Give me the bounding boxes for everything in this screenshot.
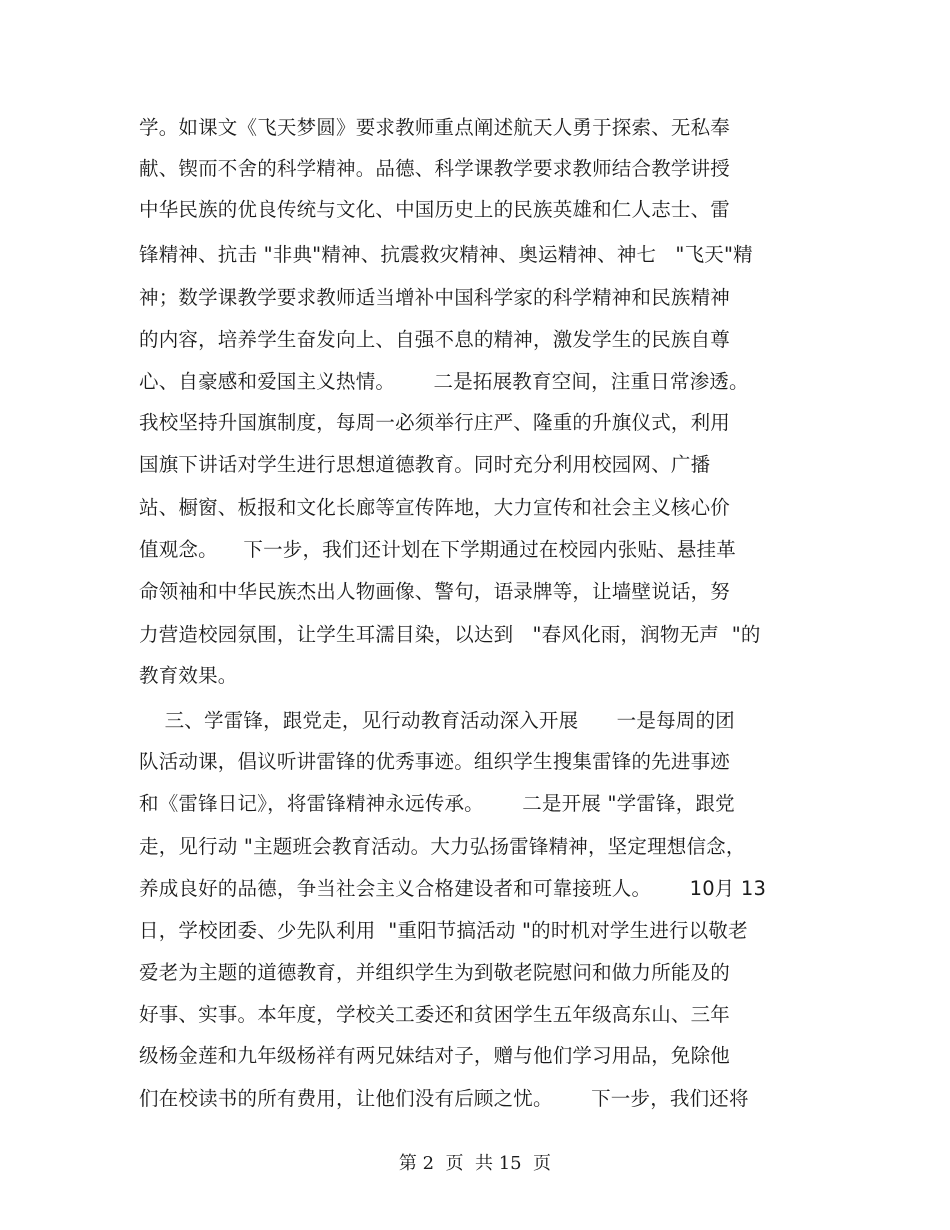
text-line: 命领袖和中华民族杰出人物画像、警句，语录牌等，让墙壁说话，努 — [139, 580, 731, 603]
text-line: 站、橱窗、板报和文化长廊等宣传阵地，大力宣传和社会主义核心价 — [139, 496, 731, 519]
text-line: 中华民族的优良传统与文化、中国历史上的民族英雄和仁人志士、雷 — [139, 198, 731, 221]
section-heading-line: 三、学雷锋，跟党走，见行动教育活动深入开展 一是每周的团 — [139, 709, 735, 732]
text-line: 力营造校园氛围，让学生耳濡目染，以达到 "春风化雨，润物无声 "的 — [139, 623, 761, 646]
text-line: 日，学校团委、少先队利用 "重阳节搞活动 "的时机对学生进行以敬老 — [139, 919, 748, 942]
text-line: 我校坚持升国旗制度，每周一必须举行庄严、隆重的升旗仪式，利用 — [139, 411, 731, 434]
text-line: 和《雷锋日记》，将雷锋精神永远传承。 二是开展 "学雷锋，跟党 — [139, 792, 735, 815]
text-line: 献、锲而不舍的科学精神。品德、科学课教学要求教师结合教学讲授 — [139, 157, 731, 180]
text-line: 值观念。 下一步，我们还计划在下学期通过在校园内张贴、悬挂革 — [139, 538, 736, 561]
text-line: 锋精神、抗击 "非典"精神、抗震救灾精神、奥运精神、神七 "飞天"精 — [139, 243, 753, 266]
text-line: 走，见行动 "主题班会教育活动。大力弘扬雷锋精神，坚定理想信念， — [139, 835, 746, 858]
text-line: 级杨金莲和九年级杨祥有两兄妹结对子，赠与他们学习用品，免除他 — [139, 1044, 731, 1067]
text-line: 爱老为主题的道德教育，并组织学生为到敬老院慰问和做力所能及的 — [139, 961, 731, 984]
text-line: 教育效果。 — [139, 664, 238, 687]
text-line: 国旗下讲话对学生进行思想道德教育。同时充分利用校园网、广播 — [139, 453, 711, 476]
text-line: 养成良好的品德，争当社会主义合格建设者和可靠接班人。 10月 13 — [139, 877, 767, 900]
text-line: 们在校读书的所有费用，让他们没有后顾之忧。 下一步，我们还将 — [139, 1087, 749, 1110]
text-line: 神；数学课教学要求教师适当增补中国科学家的科学精神和民族精神 — [139, 286, 731, 309]
text-line: 的内容，培养学生奋发向上、自强不息的精神，激发学生的民族自尊 — [139, 328, 731, 351]
text-line: 学。如课文《飞天梦圆》要求教师重点阐述航天人勇于探索、无私奉 — [139, 116, 731, 139]
text-line: 心、自豪感和爱国主义热情。 二是拓展教育空间，注重日常渗透。 — [139, 370, 749, 393]
text-line: 好事、实事。本年度，学校关工委还和贫困学生五年级高东山、三年 — [139, 1003, 731, 1026]
page-number-footer: 第 2 页 共 15 页 — [398, 1153, 552, 1174]
text-line: 队活动课，倡议听讲雷锋的优秀事迹。组织学生搜集雷锋的先进事迹 — [139, 750, 731, 773]
